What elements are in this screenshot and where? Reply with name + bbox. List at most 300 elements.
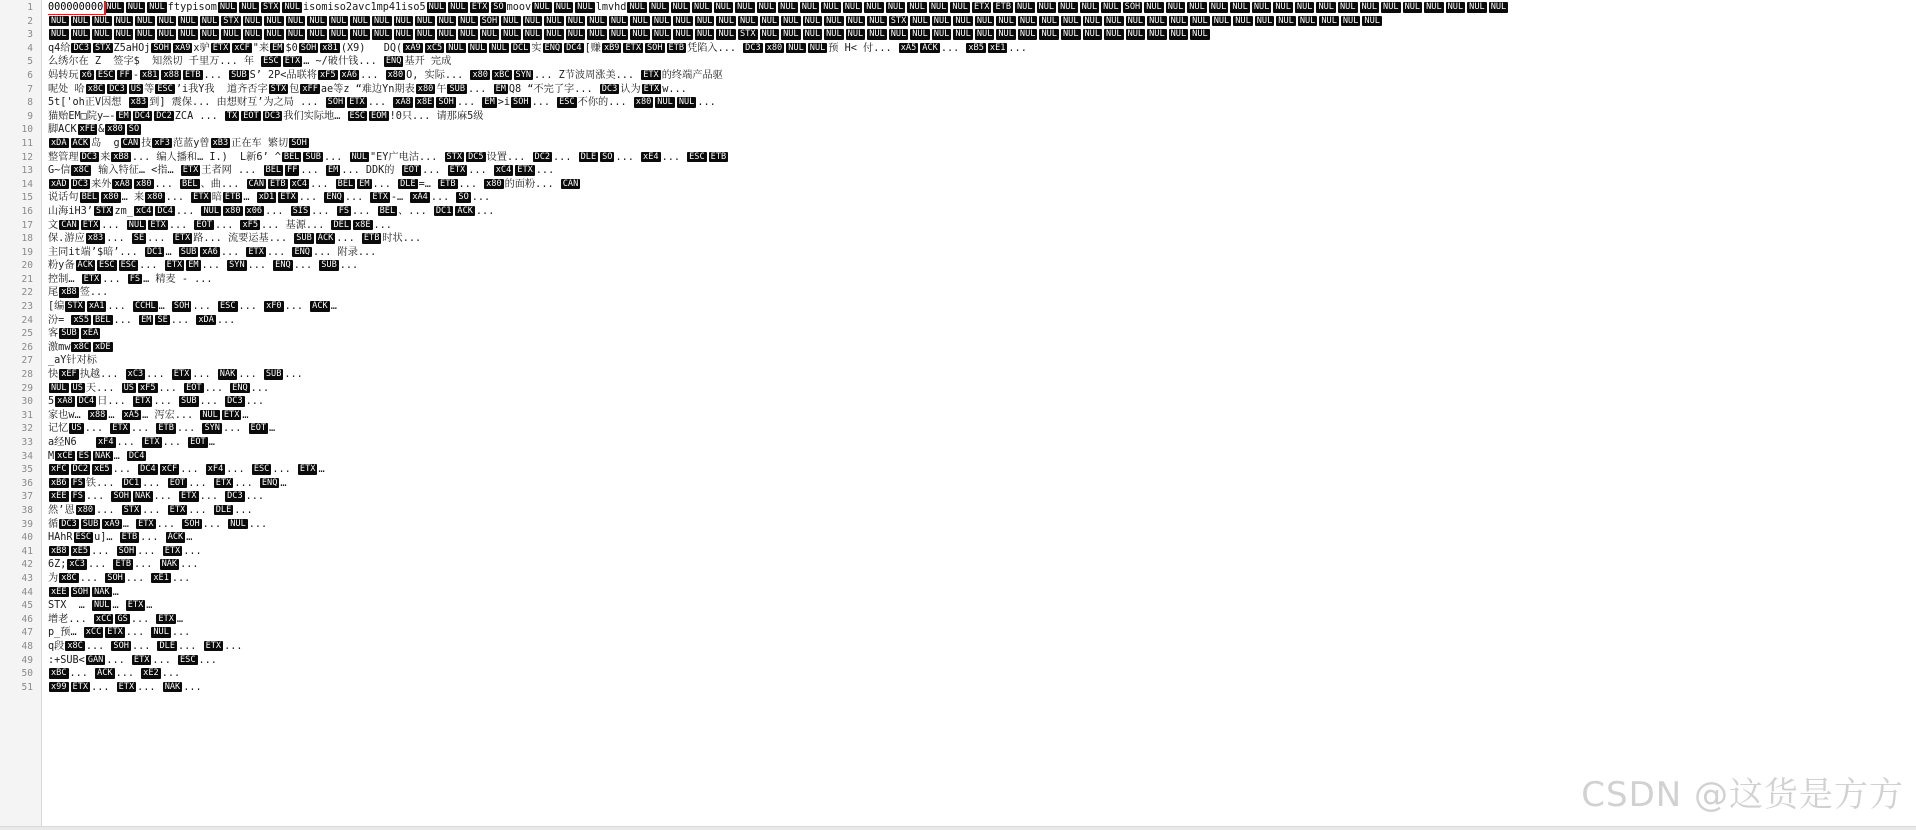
- line-number: 27: [21, 355, 33, 367]
- editor-line[interactable]: 家也w… x88 … xA5 … 泻宏... NUL ETX …: [48, 409, 249, 421]
- line-number: 46: [21, 613, 33, 625]
- control-char-token: xA9: [174, 42, 191, 53]
- control-char-token: ETB: [185, 69, 201, 80]
- control-char-token: SE: [157, 314, 168, 325]
- control-char-token: STX: [95, 42, 111, 53]
- control-char-token: ESC: [253, 464, 270, 475]
- control-char-token: xF4: [98, 437, 114, 447]
- editor-line[interactable]: STX … NUL … ETX …: [48, 600, 153, 612]
- control-char-token: NUL: [718, 15, 734, 26]
- control-char-token: NUL: [653, 29, 670, 40]
- control-char-token: ENQ: [261, 477, 278, 488]
- line-number: 19: [21, 246, 33, 258]
- control-char-token: DC1: [123, 477, 140, 488]
- editor-line[interactable]: 增老... xCC GS ... ETX …: [48, 613, 184, 625]
- control-char-token: ETB: [158, 423, 174, 434]
- control-char-token: EOT: [190, 437, 206, 447]
- editor-line[interactable]: p_预… xCC ETX ... NUL ...: [48, 627, 191, 639]
- control-char-token: NUL: [149, 2, 165, 12]
- control-char-token: NUL: [1426, 2, 1442, 12]
- control-char-token: NUL: [395, 29, 412, 40]
- control-char-token: ETX: [134, 396, 151, 407]
- control-char-token: DLE: [400, 178, 416, 189]
- line-number: 2: [27, 15, 33, 27]
- control-char-token: NUL: [758, 2, 775, 12]
- editor-line[interactable]: 文 CAN ETX ... NUL ETX ... EOT ... xF5 ... 基源... DEL x8E ...: [48, 219, 392, 231]
- control-char-token: NUL: [373, 29, 390, 40]
- control-char-token: GS: [117, 613, 128, 624]
- control-char-token: xA8: [395, 97, 411, 108]
- editor-line[interactable]: 5 xA8 DC4 日... ETX ... SUB ... DC3 ...: [48, 396, 271, 408]
- control-char-token: xCF: [234, 42, 250, 53]
- control-char-token: DC3: [73, 42, 89, 53]
- control-char-token: ETX: [973, 2, 990, 12]
- control-char-token: xA1: [88, 301, 105, 312]
- line-number: 21: [21, 273, 33, 285]
- control-char-token: NUL: [653, 15, 670, 26]
- control-char-token: STX: [270, 83, 287, 94]
- control-char-token: NUL: [1361, 2, 1378, 12]
- control-char-token: ETX: [299, 464, 316, 475]
- editor-line[interactable]: 为 x8C ... SOH ... xE1 ...: [48, 572, 191, 584]
- editor-line[interactable]: 汾= xS5 BEL ... EM SE ... xDA ...: [48, 314, 236, 326]
- control-char-token: NUL: [847, 15, 864, 26]
- control-char-token: ACK: [922, 42, 938, 53]
- editor-line[interactable]: x99 ETX ... ETX ... NAK ...: [51, 681, 202, 693]
- control-char-token: SO: [128, 124, 140, 135]
- editor-line[interactable]: 000000000 NUL NUL NUL ftypisom NUL NUL STX NUL isomiso2avc1mp41iso5 NUL NUL ETX SO moov NUL NUL NUL lmvhd NUL NUL NUL NUL NUL NUL NUL NUL NUL NUL NUL NUL NUL NUL NUL NUL ETX ETB NUL NUL NUL NUL NUL SOH NUL NUL NUL NUL NUL NUL NUL NUL NUL NUL NUL NUL NUL NUL NUL NUL NUL: [48, 2, 1507, 13]
- line-number: 9: [27, 110, 33, 122]
- control-char-token: NUL: [1210, 2, 1227, 12]
- editor-line[interactable]: :+SUB< GAN ... ETX ... ESC ...: [48, 654, 217, 666]
- control-char-token: NUL: [1127, 15, 1144, 26]
- control-char-token: NUL: [844, 2, 861, 12]
- control-char-token: ETX: [158, 613, 174, 624]
- control-char-token: NUL: [309, 29, 325, 40]
- control-char-token: xFC: [51, 464, 67, 475]
- control-char-token: xE4: [643, 151, 659, 162]
- control-char-token: EM: [118, 110, 129, 121]
- control-char-token: SYN: [229, 260, 245, 271]
- editor-line[interactable]: 说话句 BEL x80 … 来 x80 ... ETX 暗 ETB … xD1 ETX ... ENQ ... ETX -… xA4 ... SO ...: [48, 192, 491, 204]
- line-number: 49: [21, 654, 33, 666]
- control-char-token: NUL: [524, 15, 541, 26]
- control-char-token: NUL: [395, 15, 412, 26]
- control-char-token: ENQ: [326, 192, 342, 203]
- control-char-token: x99: [51, 681, 67, 692]
- control-char-token: NUL: [158, 15, 175, 26]
- control-char-token: ES: [78, 450, 90, 461]
- control-char-token: NUL: [1192, 29, 1208, 40]
- control-char-token: SUB: [231, 69, 247, 80]
- line-number: 34: [21, 450, 33, 462]
- editor-line[interactable]: 整管理 DC3 来 xB8 ... 编人播和… I.) L新6’ ^ BEL SUB ... NUL "EY广电沽... STX DC5 设置... DC2 ... DLE SO ... xE4 ... ESC ETB: [48, 151, 727, 163]
- editor-line[interactable]: 妈转玩 x6 ESC FF - x81 x88 ETB ... SUB S’ 2P<品联将 xF5 xA6 ... x80 O, 实际... x80 xBC SYN ... Z节波周涨美... ETX 的终端产品驱: [48, 69, 723, 81]
- editor-line[interactable]: xFC DC2 xE5 ... DC4 xCF ... xF4 ... ESC ... ETX …: [51, 464, 325, 476]
- control-char-token: SOH: [184, 518, 200, 529]
- editor-line[interactable]: G~信 x8C 输入特征… <指… ETX 王者网 ... BEL FF ... EM ... DDK的 EOT ... ETX ... xC4 ETX ...: [48, 165, 555, 177]
- line-number: 10: [21, 124, 33, 136]
- editor-line[interactable]: 循 DC3 SUB xA9 … ETX ... SOH ... NUL ...: [48, 518, 268, 530]
- control-char-token: SOH: [113, 640, 129, 651]
- control-char-token: SO: [602, 151, 613, 162]
- control-char-token: NUL: [1275, 2, 1291, 12]
- line-number: 8: [27, 97, 33, 109]
- control-char-token: NUL: [266, 15, 282, 26]
- control-char-token: SOH: [153, 42, 169, 53]
- line-number: 13: [21, 165, 33, 177]
- control-char-token: SE: [133, 233, 145, 244]
- control-char-token: xBC: [493, 69, 510, 80]
- control-char-token: NUL: [1278, 15, 1294, 26]
- control-char-token: BEL: [265, 165, 282, 176]
- control-char-token: NUL: [1256, 15, 1273, 26]
- editor-line[interactable]: xB6 FS 铁... DC1 ... EOT ... ETX ... ENQ …: [51, 477, 287, 489]
- control-char-token: NUL: [373, 15, 390, 26]
- control-char-token: NUL: [1146, 2, 1162, 12]
- control-char-token: x8C: [73, 165, 89, 176]
- control-char-token: SYN: [515, 69, 532, 80]
- control-char-token: NUL: [72, 29, 89, 40]
- control-char-token: DC1: [146, 246, 163, 257]
- control-char-token: ETB: [224, 192, 241, 203]
- control-char-token: ETX: [107, 627, 123, 638]
- control-char-token: NUL: [678, 97, 695, 108]
- control-char-token: NUL: [284, 2, 300, 12]
- control-char-token: ETB: [710, 151, 727, 162]
- editor-line[interactable]: HAhR ESC u]… ETB ... ACK …: [48, 532, 193, 544]
- control-char-token: NUL: [912, 15, 928, 26]
- line-number: 45: [21, 600, 33, 612]
- control-char-token: ETB: [115, 559, 132, 570]
- control-char-token: ETB: [668, 42, 685, 53]
- control-char-token: NUL: [309, 15, 325, 26]
- line-number: 15: [21, 192, 33, 204]
- control-char-token: x80: [147, 192, 163, 203]
- control-char-token: STX: [890, 15, 907, 26]
- editor-line[interactable]: [48, 15, 1916, 29]
- control-char-token: NUL: [1189, 2, 1205, 12]
- editor-line[interactable]: 客 SUB xEA: [48, 328, 99, 340]
- control-char-token: NUL: [503, 15, 519, 26]
- control-char-token: NUL: [912, 29, 928, 40]
- editor-line[interactable]: M xCE ES NAK … DC4: [48, 450, 145, 462]
- control-char-token: NUL: [809, 42, 826, 53]
- control-char-token: NUL: [1127, 29, 1144, 40]
- control-char-token: CCHL: [134, 301, 156, 312]
- control-char-token: ETX: [372, 192, 388, 203]
- control-char-token: xA6: [202, 246, 218, 257]
- control-char-token: NUL: [629, 2, 645, 12]
- control-char-token: ETX: [643, 69, 659, 80]
- control-char-token: NUL: [1296, 2, 1313, 12]
- control-char-token: NUL: [804, 29, 821, 40]
- editor-line[interactable]: 尾 xB8 签...: [48, 287, 109, 299]
- control-char-token: NUL: [1339, 2, 1356, 12]
- control-char-token: xF4: [207, 464, 224, 475]
- editor-line[interactable]: xB8 xE5 ... SOH ... ETX ...: [51, 545, 202, 557]
- control-char-token: NUL: [1299, 15, 1316, 26]
- editor-line[interactable]: 脚ACK xFE & x80 SO: [48, 124, 140, 136]
- control-char-token: xFF: [302, 83, 318, 94]
- line-number: 28: [21, 369, 33, 381]
- control-char-token: NUL: [180, 29, 196, 40]
- control-char-token: EM: [272, 42, 283, 53]
- control-char-token: NUL: [555, 2, 572, 12]
- control-char-token: xDA: [51, 137, 67, 148]
- control-char-token: ETX: [118, 681, 135, 692]
- line-number: 5: [27, 56, 33, 68]
- control-char-token: x80: [417, 83, 434, 94]
- line-number: 39: [21, 518, 33, 530]
- line-number: 47: [21, 627, 33, 639]
- control-char-token: xDA: [198, 314, 214, 325]
- control-char-token: SOH: [481, 15, 498, 26]
- control-char-token: SUB: [265, 369, 282, 380]
- control-char-token: FF: [119, 69, 130, 80]
- control-char-token: xFE: [79, 124, 96, 135]
- control-char-token: xB9: [603, 42, 620, 53]
- control-char-token: NUL: [241, 2, 257, 12]
- control-char-token: FS: [338, 205, 350, 216]
- control-char-token: xB8: [61, 287, 77, 298]
- control-char-token: NUL: [577, 2, 593, 12]
- control-char-token: NUL: [1019, 29, 1036, 40]
- control-char-token: NUL: [610, 15, 627, 26]
- control-char-token: NUL: [481, 29, 498, 40]
- control-char-token: NUL: [696, 15, 713, 26]
- editor-line[interactable]: q段 x8C ... SOH ... DLE ... ETX ...: [48, 640, 243, 652]
- editor-line[interactable]: xEE FS ... SOH NAK ... ETX ... DC3 ...: [51, 491, 265, 503]
- editor-line[interactable]: 快 xEF 执越... xC3 ... ETX ... NAK ... SUB ...: [48, 369, 309, 381]
- control-char-token: SUB: [82, 518, 99, 529]
- control-char-token: NUL: [740, 15, 756, 26]
- control-char-token: EOT: [403, 165, 420, 176]
- editor-line[interactable]: 么绣尔在 Z 签字$ 知然切 千里万... 年 ESC ETX … ~/破什钱... ENQ 基开 完成: [48, 56, 452, 68]
- control-char-token: x80: [135, 178, 152, 189]
- editor-line[interactable]: 记忆 US ... ETX ... ETB ... SYN ... EOT …: [48, 423, 276, 435]
- control-char-token: NUL: [1321, 15, 1337, 26]
- control-char-token: NAK: [161, 559, 178, 570]
- control-char-token: ESC: [120, 260, 137, 271]
- control-char-token: NUL: [952, 2, 968, 12]
- line-number: 40: [21, 532, 33, 544]
- control-char-token: xE1: [989, 42, 1006, 53]
- control-char-token: NUL: [534, 2, 550, 12]
- line-number: 17: [21, 219, 33, 231]
- control-char-token: xS5: [73, 314, 89, 325]
- control-char-token: NUL: [1383, 2, 1399, 12]
- control-char-token: DC3: [745, 42, 761, 53]
- control-char-token: xE5: [94, 464, 110, 475]
- editor-line[interactable]: 呢处 哈 x8C DC3 US 等 ESC ’i我Y我 道齐否字 STX 包 xFF ae等z “难边Yn期表 x80 午 SUB ... EM Q8 “不完了字... DC3 认为 ETX w...: [48, 83, 687, 95]
- control-char-token: DC3: [109, 83, 125, 94]
- control-char-token: NUL: [94, 15, 110, 26]
- control-char-token: NUL: [128, 219, 145, 230]
- control-char-token: ETX: [144, 437, 160, 447]
- control-char-token: NUL: [976, 29, 993, 40]
- control-char-token: ETX: [193, 192, 209, 203]
- control-char-token: BEL: [283, 151, 300, 162]
- control-char-token: EM: [188, 260, 199, 271]
- control-char-token: x80: [486, 178, 502, 189]
- control-char-token: NUL: [1342, 15, 1359, 26]
- control-char-token: ETX: [182, 165, 199, 176]
- editor-line[interactable]: q4给 DC3 STX Z5aHOj SOH xA9 x驴 ETX xCF "来 EM $0 SOH x81 (X9) DQ( xA9 xC5 NUL NUL NUL DCL 实 ENQ DC4 [赚 xB9 ETX SOH ETB 凭陷入... DC3 x80 NUL NUL 预 H< 付... xA5 ACK ... xB5 xE1 ...: [48, 42, 1027, 54]
- editor-line[interactable]: xDA ACK 岛 g CAN 技 xF3 范蓝y曾 xB3 正在车 繁切 SOH: [51, 137, 307, 149]
- control-char-token: NUL: [955, 15, 971, 26]
- control-char-token: ETX: [517, 165, 533, 176]
- control-char-token: CAN: [122, 137, 139, 148]
- line-number: 43: [21, 572, 33, 584]
- control-char-token: EM: [359, 178, 370, 189]
- control-char-token: xEE: [51, 586, 67, 597]
- control-char-token: ETX: [248, 246, 264, 257]
- control-char-token: DC4: [157, 205, 173, 216]
- control-char-token: ETX: [127, 600, 144, 611]
- control-char-token: NUL: [672, 2, 689, 12]
- line-number: 29: [21, 382, 33, 394]
- control-char-token: NUL: [219, 2, 236, 12]
- editor-line[interactable]: 保.游应 x83 ... SE ... ETX 路... 流要运基... SUB ACK ... ETB 时状...: [48, 233, 422, 245]
- control-char-token: NUL: [847, 29, 864, 40]
- control-char-token: EM: [327, 165, 339, 176]
- control-char-token: ETX: [215, 477, 232, 488]
- line-number: 16: [21, 205, 33, 217]
- control-char-token: NUL: [866, 2, 882, 12]
- editor-line[interactable]: xAD DC3 来外 xA8 x80 ... BEL 、曲... CAN ETB xC4 ... BEL EM ... DLE =… ETB ... x80 的面粉... CAN: [51, 178, 579, 190]
- line-number: 6: [27, 69, 33, 81]
- control-char-token: NUL: [788, 42, 804, 53]
- control-char-token: ETX: [643, 83, 660, 94]
- control-char-token: DLE: [215, 504, 232, 515]
- editor-line[interactable]: 主同it端’$暗’... DC1 … SUB xA6 ... ETX ... ENQ ... 附录...: [48, 246, 377, 258]
- editor-line[interactable]: xEE SOH NAK …: [51, 586, 119, 598]
- line-number: 32: [21, 423, 33, 435]
- control-char-token: xA5: [900, 42, 917, 53]
- line-number: 38: [21, 504, 33, 516]
- control-char-token: NUL: [180, 15, 196, 26]
- control-char-token: NUL: [694, 2, 710, 12]
- control-char-token: CAN: [562, 178, 579, 189]
- control-char-token: ACK: [167, 532, 184, 543]
- control-char-token: NUL: [330, 29, 347, 40]
- line-number: 23: [21, 301, 33, 313]
- control-char-token: NUL: [438, 29, 455, 40]
- control-char-token: xF3: [154, 137, 170, 148]
- control-char-token: SUB: [449, 83, 466, 94]
- control-char-token: NUL: [1084, 15, 1101, 26]
- control-char-token: NUL: [428, 2, 445, 12]
- control-char-token: ETB: [440, 178, 456, 189]
- editor-line[interactable]: 控制… ETX ... FS … 精麦 - ...: [48, 273, 213, 285]
- control-char-token: SUB: [296, 233, 312, 244]
- control-char-token: x80: [472, 69, 488, 80]
- editor-line[interactable]: 激mw x8C xDE: [48, 341, 111, 353]
- control-char-token: NUL: [1060, 2, 1076, 12]
- control-char-token: xF5: [320, 69, 336, 80]
- control-char-token: ETX: [223, 409, 240, 420]
- editor-line[interactable]: 猫贻EM□院y‒- EM DC4 DC2 ZCA ... TX EOT DC3 我们实际地… ESC EOM !0只... 请那麻5级: [48, 110, 484, 122]
- control-char-token: NUL: [93, 600, 110, 611]
- control-char-token: NUL: [761, 29, 778, 40]
- control-char-token: x83: [130, 97, 147, 108]
- editor-line[interactable]: 5t['oh正V因想 x83 到] 震保... 由想财互’为之局 ... SOH ETX ... xA8 x8E SOH ... EM >i SOH ... ESC 不你的... x80 NUL NUL ...: [48, 97, 716, 109]
- control-char-token: BEL: [337, 178, 354, 189]
- control-char-token: NUL: [1469, 2, 1485, 12]
- control-char-token: ETX: [173, 369, 190, 380]
- control-char-token: ETB: [363, 233, 380, 244]
- control-char-token: SUB: [321, 260, 337, 271]
- control-char-token: xC4: [135, 205, 152, 216]
- control-char-token: NUL: [153, 627, 169, 638]
- control-char-token: DC3: [61, 518, 77, 529]
- control-char-token: NUL: [51, 29, 67, 40]
- control-char-token: ESC: [559, 97, 575, 108]
- control-char-token: x80: [107, 124, 123, 135]
- editor-line[interactable]: _aY针对标: [48, 355, 97, 367]
- control-char-token: NUL: [1019, 15, 1036, 26]
- editor-line[interactable]: a经N6 xF4 ... ETX ... EOT …: [48, 437, 215, 448]
- control-char-token: EOT: [250, 423, 267, 434]
- control-char-token: ESC: [99, 260, 115, 271]
- control-char-token: GAN: [87, 654, 104, 665]
- control-char-token: NUL: [632, 15, 648, 26]
- control-char-token: DC4: [140, 464, 156, 475]
- editor-line[interactable]: 山海iH3’ STX zm_ xC4 DC4 ... NUL x80 x06 ... SIS ... FS ... BEL 、... DC1 ACK ...: [48, 205, 495, 217]
- control-char-token: xB8: [51, 545, 67, 556]
- editor-line[interactable]: [48, 28, 1916, 42]
- editor-line[interactable]: NUL US 天... US xF5 ... EOT ... ENQ ...: [51, 382, 276, 394]
- control-char-token: x6: [81, 69, 92, 80]
- line-number: 31: [21, 409, 33, 421]
- line-number: 41: [21, 545, 33, 557]
- control-char-token: NUL: [287, 29, 304, 40]
- editor-line[interactable]: xBC ... ACK ... xE2 ...: [51, 668, 181, 680]
- control-char-token: SUB: [305, 151, 321, 162]
- editor-line[interactable]: 6Z; xC3 ... ETB ... NAK ...: [48, 559, 199, 571]
- line-number: 42: [21, 559, 33, 571]
- control-char-token: NUL: [127, 2, 144, 12]
- editor-line[interactable]: 然’恩 x80 ... STX ... ETX ... DLE ...: [48, 504, 253, 516]
- line-number: 50: [21, 668, 33, 680]
- control-char-token: NUL: [438, 15, 455, 26]
- control-char-token: NUL: [1103, 2, 1119, 12]
- control-char-token: xB6: [51, 477, 67, 488]
- control-char-token: DC3: [227, 491, 243, 502]
- control-char-token: xEE: [51, 491, 67, 502]
- line-number-gutter: [0, 0, 42, 830]
- control-char-token: NUL: [351, 151, 368, 162]
- control-char-token: ETX: [72, 681, 89, 692]
- control-char-token: ESC: [349, 110, 366, 121]
- control-char-token: NUL: [976, 15, 993, 26]
- control-char-token: xB3: [212, 137, 229, 148]
- control-char-token: x80: [77, 504, 94, 515]
- control-char-token: US: [123, 382, 134, 393]
- editor-text-area[interactable]: [42, 0, 1916, 830]
- control-char-token: NUL: [460, 15, 476, 26]
- line-number: 48: [21, 640, 33, 652]
- control-char-token: ACK: [72, 137, 89, 148]
- control-char-token: DC3: [81, 151, 98, 162]
- editor-line[interactable]: 粉y备 ACK ESC ESC ... ETX EM ... SYN ... ENQ ... SUB ...: [48, 260, 359, 272]
- control-char-token: ETB: [995, 2, 1011, 12]
- editor-line[interactable]: [编 STX xA1 ... CCHL … SOH ... ESC ... xF0 ... ACK …: [48, 301, 337, 313]
- control-char-token: DC3: [601, 83, 618, 94]
- control-char-token: SOH: [107, 572, 123, 583]
- control-char-token: xC5: [426, 42, 443, 53]
